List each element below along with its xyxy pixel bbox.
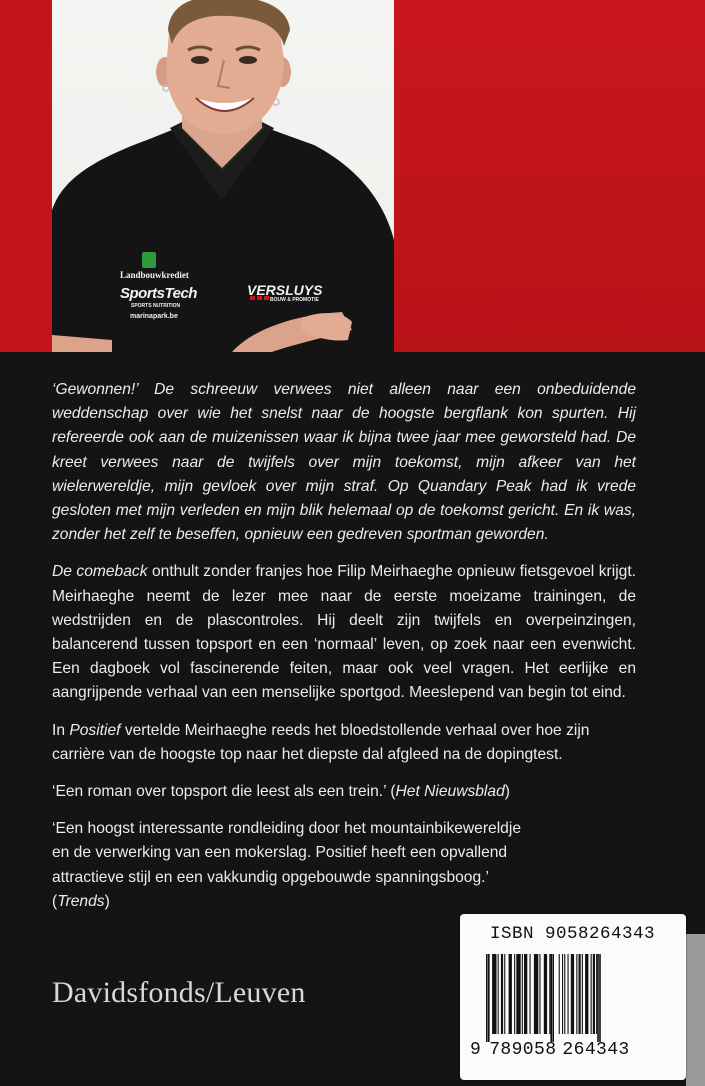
barcode-bar	[514, 954, 515, 1034]
barcode-bar	[571, 954, 574, 1034]
previous-book-prefix: In	[52, 721, 70, 739]
publisher-name: Davidsfonds/Leuven	[52, 976, 306, 1009]
barcode-bar	[559, 954, 560, 1034]
barcode-bar	[582, 954, 583, 1034]
barcode-bar	[488, 954, 490, 1042]
previous-book-paragraph	[52, 719, 636, 767]
barcode-bar	[593, 954, 595, 1034]
barcode-digit-first: 9	[470, 1040, 482, 1060]
review-source: Trends	[57, 892, 105, 910]
barcode-bar	[530, 954, 531, 1034]
sponsor-versluys: VERSLUYS	[247, 282, 323, 298]
barcode-bar	[549, 954, 550, 1034]
barcode-bar	[516, 954, 520, 1034]
isbn-barcode-sticker	[460, 914, 686, 1080]
barcode-bar	[599, 954, 601, 1042]
barcode-bar	[544, 954, 547, 1034]
barcode-bar	[579, 954, 581, 1034]
barcode-bar	[498, 954, 499, 1034]
barcode-bar	[591, 954, 592, 1034]
sponsor-landbouwkrediet: Landbouwkrediet	[120, 270, 189, 280]
sponsor-logo-icon	[142, 252, 156, 268]
review-text: ‘Een roman over topsport die leest als een trein.’ (	[52, 783, 396, 801]
sponsor-sportstech-sub: SPORTS NUTRITION	[131, 303, 181, 309]
barcode-bar	[576, 954, 577, 1034]
barcode-bar	[522, 954, 523, 1034]
barcode-bar	[564, 954, 565, 1034]
barcode-bar	[492, 954, 496, 1034]
description-paragraph	[52, 560, 636, 705]
cover-edge-strip	[686, 934, 705, 1086]
barcode-bar	[534, 954, 538, 1034]
review-trends	[52, 817, 522, 914]
opening-quote: ‘Gewonnen!’ De schreeuw verwees niet alleen naar een onbeduidende weddenschap over wie het snelst naar de hoogste bergflank kon spurten. Hij refereerde ook aan de muizenissen waar ik bijna twee jaar mee geworsteld had. De kreet verwees naar de twijfels over mijn toekomst, mijn afkeer van het wielerwereldje, mijn gevloek over mijn straf. Op Quandary Peak had ik vrede gesloten met mijn verleden en mijn blik helemaal op de toekomst gericht. En ik was, zonder het zelf te beseffen, opnieuw een gedreven sportman geworden.	[52, 381, 636, 544]
book-title: De comeback	[52, 563, 148, 581]
back-cover-blurb	[52, 378, 636, 927]
red-panel-left	[0, 0, 52, 352]
previous-book-text: vertelde Meirhaeghe reeds het bloedstollende verhaal over hoe zijn carrière van de hoogste top naar het diepste dal afgleed na de dopingtest.	[52, 721, 590, 763]
barcode-bar	[568, 954, 569, 1034]
barcode-icon	[484, 954, 664, 1042]
review-nieuwsblad	[52, 780, 636, 804]
barcode-digits	[470, 1040, 680, 1060]
barcode-digit-group1: 789058	[489, 1040, 557, 1060]
review-text: ‘Een hoogst interessante rondleiding door het mountainbikewereldje en de verwerking van een mokerslag. Positief heeft een opvallend attractieve stijl en een vakkundig opgebouwde spanningsboog.’ (	[52, 820, 521, 910]
barcode-bar	[562, 954, 563, 1034]
barcode-bar	[596, 954, 597, 1034]
barcode-bar	[501, 954, 503, 1034]
barcode-bar	[509, 954, 512, 1034]
barcode-bar	[552, 954, 554, 1042]
barcode-bar	[504, 954, 505, 1034]
barcode-bar	[550, 954, 552, 1042]
barcode-digit-group2: 264343	[562, 1040, 630, 1060]
isbn-label: ISBN 9058264343	[490, 924, 656, 944]
barcode-bar	[486, 954, 488, 1042]
barcode-bar	[524, 954, 527, 1034]
review-close: )	[104, 892, 110, 910]
barcode-bar	[597, 954, 599, 1042]
barcode-bar	[539, 954, 540, 1034]
previous-book-title: Positief	[69, 721, 121, 739]
review-close: )	[504, 783, 510, 801]
sponsor-versluys-sub: BOUW & PROMOTIE	[270, 297, 319, 303]
cover-photo	[0, 0, 705, 352]
sponsor-marinapark: marinapark.be	[130, 313, 178, 320]
review-source: Het Nieuwsblad	[395, 783, 505, 801]
description-text: onthult zonder franjes hoe Filip Meirhaeghe opnieuw fietsgevoel krijgt. Meirhaeghe neemt de lezer mee naar de eerste moeizame trainingen, de wedstrijden en de plascontroles. Hij deelt zijn twijfels en overpeinzingen, balancerend tussen topsport en een ‘normaal’ leven, op zoek naar een evenwicht. Een dagboek vol fascinerende feiten, maar ook veel vragen. Het eerlijke en aangrijpende verhaal van een menselijke sportgod. Meeslepend van begin tot eind.	[52, 563, 637, 702]
sponsor-sportstech: SportsTech	[120, 285, 197, 302]
red-panel-right	[394, 0, 705, 352]
cyclist-portrait	[52, 0, 394, 352]
barcode-bar	[585, 954, 588, 1034]
